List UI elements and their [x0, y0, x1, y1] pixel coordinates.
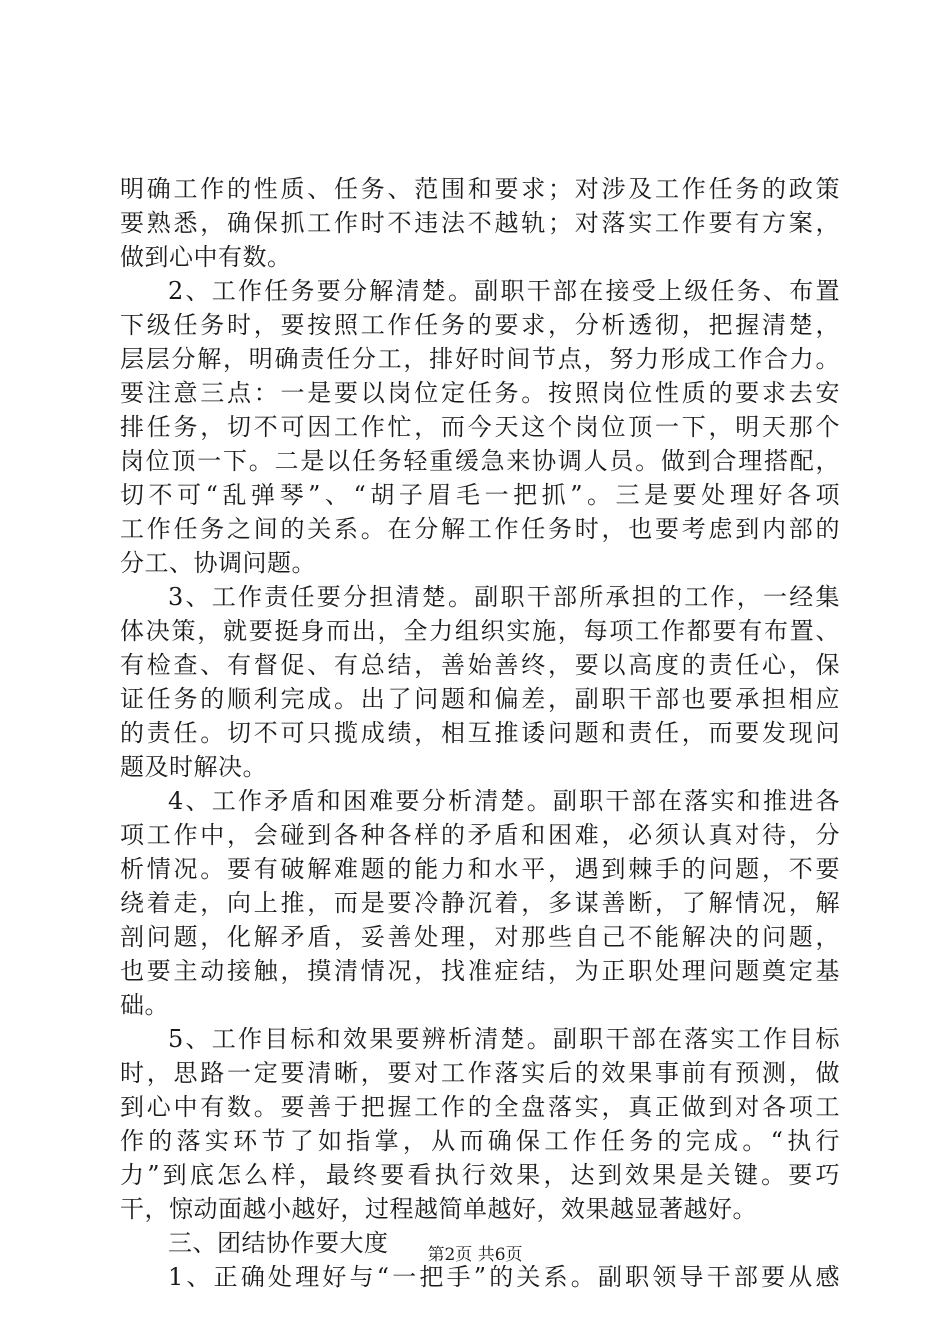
text-line: 项工作中，会碰到各种各样的矛盾和困难，必须认真对待，分: [120, 821, 840, 849]
text-line: 要注意三点：一是要以岗位定任务。按照岗位性质的要求去安: [120, 379, 840, 407]
page-footer: 第2页 共6页: [427, 1245, 523, 1265]
text-line: 力”到底怎么样，最终要看执行效果，达到效果是关键。要巧: [120, 1161, 840, 1189]
text-line: 切不可“乱弹琴”、“胡子眉毛一把抓”。三是要处理好各项: [120, 481, 840, 509]
text-line: 层层分解，明确责任分工，排好时间节点，努力形成工作合力。: [120, 345, 840, 373]
text-line: 础。: [120, 991, 169, 1019]
text-line: 也要主动接触，摸清情况，找准症结，为正职处理问题奠定基: [120, 957, 840, 985]
text-line: 3、工作责任要分担清楚。副职干部所承担的工作，一经集: [168, 583, 840, 611]
text-line: 做到心中有数。: [120, 243, 292, 271]
text-line: 时，思路一定要清晰，要对工作落实后的效果事前有预测，做: [120, 1059, 840, 1087]
text-line: 的责任。切不可只揽成绩，相互推诿问题和责任，而要发现问: [120, 719, 840, 747]
text-line: 体决策，就要挺身而出，全力组织实施，每项工作都要有布置、: [120, 617, 840, 645]
text-line: 析情况。要有破解难题的能力和水平，遇到棘手的问题，不要: [120, 855, 840, 883]
text-line: 分工、协调问题。: [120, 549, 316, 577]
text-line: 证任务的顺利完成。出了问题和偏差，副职干部也要承担相应: [120, 685, 840, 713]
text-line: 有检查、有督促、有总结，善始善终，要以高度的责任心，保: [120, 651, 840, 679]
document-body: [120, 172, 840, 1294]
text-line: 岗位顶一下。二是以任务轻重缓急来协调人员。做到合理搭配，: [120, 447, 840, 475]
text-line: 剖问题，化解矛盾，妥善处理，对那些自己不能解决的问题，: [120, 923, 840, 951]
text-line: 1、正确处理好与“一把手”的关系。副职领导干部要从感: [168, 1263, 840, 1291]
text-line: 4、工作矛盾和困难要分析清楚。副职干部在落实和推进各: [168, 787, 840, 815]
text-line: 工作任务之间的关系。在分解工作任务时，也要考虑到内部的: [120, 515, 840, 543]
text-line: 三、团结协作要大度: [168, 1229, 389, 1257]
text-line: 下级任务时，要按照工作任务的要求，分析透彻，把握清楚，: [120, 311, 840, 339]
text-line: 5、工作目标和效果要辨析清楚。副职干部在落实工作目标: [168, 1025, 840, 1053]
text-line: 作的落实环节了如指掌，从而确保工作任务的完成。“执行: [120, 1127, 840, 1155]
text-line: 干，惊动面越小越好，过程越简单越好，效果越显著越好。: [120, 1195, 757, 1223]
text-line: 到心中有数。要善于把握工作的全盘落实，真正做到对各项工: [120, 1093, 840, 1121]
text-line: 排任务，切不可因工作忙，而今天这个岗位顶一下，明天那个: [120, 413, 840, 441]
text-line: 明确工作的性质、任务、范围和要求；对涉及工作任务的政策: [120, 175, 840, 203]
text-line: 要熟悉，确保抓工作时不违法不越轨；对落实工作要有方案，: [120, 209, 840, 237]
text-line: 2、工作任务要分解清楚。副职干部在接受上级任务、布置: [168, 277, 840, 305]
text-line: 绕着走，向上推，而是要冷静沉着，多谋善断，了解情况，解: [120, 889, 840, 917]
text-line: 题及时解决。: [120, 753, 267, 781]
